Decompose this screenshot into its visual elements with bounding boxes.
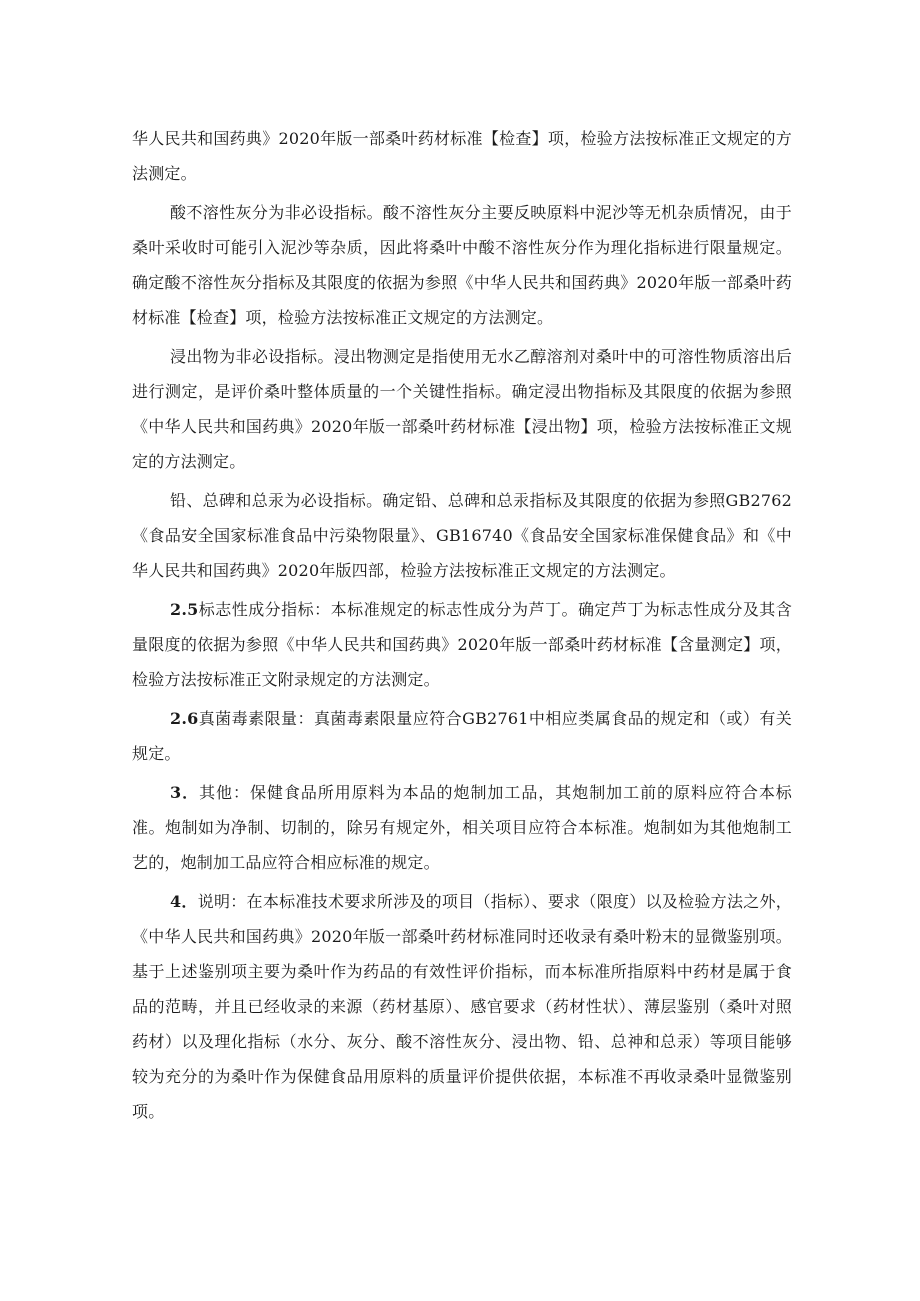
section-4-notes <box>132 884 792 1129</box>
paragraph-text: 酸不溶性灰分为非必设指标。酸不溶性灰分主要反映原料中泥沙等无机杂质情况，由于桑叶采收时可能引入泥沙等杂质，因此将桑叶中酸不溶性灰分作为理化指标进行限量规定。确定酸不溶性灰分指标及其限度的依据为参照《中华人民共和国药典》2020年版一部桑叶药材标准【检查】项，检验方法按标准正文规定的方法测定。 <box>132 203 792 327</box>
section-number: 3． <box>170 783 200 802</box>
paragraph-acid-insoluble-ash <box>132 195 792 335</box>
paragraph-text: 铅、总碑和总汞为必设指标。确定铅、总碑和总汞指标及其限度的依据为参照GB2762《食品安全国家标准食品中污染物限量》、GB16740《食品安全国家标准保健食品》和《中华人民共和国药典》2020年版四部，检验方法按标准正文规定的方法测定。 <box>132 491 792 580</box>
section-2-5-marker-components <box>132 592 792 697</box>
paragraph-text: 真菌毒素限量：真菌毒素限量应符合GB2761中相应类属食品的规定和（或）有关规定。 <box>132 709 792 763</box>
paragraph-heavy-metals <box>132 483 792 588</box>
paragraph-extractives <box>132 339 792 479</box>
paragraph-text: 说明：在本标准技术要求所涉及的项目（指标）、要求（限度）以及检验方法之外，《中华人民共和国药典》2020年版一部桑叶药材标准同时还收录有桑叶粉末的显微鉴别项。基于上述鉴别项主要为桑叶作为药品的有效性评价指标，而本标准所指原料中药材是属于食品的范畴，并且已经收录的来源（药材基原）、感官要求（药材性状）、薄层鉴别（桑叶对照药材）以及理化指标（水分、灰分、酸不溶性灰分、浸出物、铅、总神和总汞）等项目能够较为充分的为桑叶作为保健食品用原料的质量评价提供依据，本标准不再收录桑叶显微鉴别项。 <box>132 892 792 1121</box>
paragraph-text: 其他：保健食品所用原料为本品的炮制加工品，其炮制加工前的原料应符合本标准。炮制如为净制、切制的，除另有规定外，相关项目应符合本标准。炮制如为其他炮制工艺的，炮制加工品应符合相应标准的规定。 <box>132 783 792 872</box>
section-3-other <box>132 775 792 880</box>
paragraph-text: 浸出物为非必设指标。浸出物测定是指使用无水乙醇溶剂对桑叶中的可溶性物质溶出后进行测定，是评价桑叶整体质量的一个关键性指标。确定浸出物指标及其限度的依据为参照《中华人民共和国药典》2020年版一部桑叶药材标准【浸出物】项，检验方法按标准正文规定的方法测定。 <box>132 347 792 471</box>
section-number: 2.5 <box>170 600 199 619</box>
paragraph-text: 华人民共和国药典》2020年版一部桑叶药材标准【检查】项，检验方法按标准正文规定的方法测定。 <box>132 129 792 183</box>
section-number: 4． <box>170 892 198 911</box>
document-body <box>132 121 792 1133</box>
paragraph-continued-pharmacopoeia <box>132 121 792 191</box>
section-number: 2.6 <box>170 709 199 728</box>
paragraph-text: 标志性成分指标：本标准规定的标志性成分为芦丁。确定芦丁为标志性成分及其含量限度的依据为参照《中华人民共和国药典》2020年版一部桑叶药材标准【含量测定】项，检验方法按标准正文附录规定的方法测定。 <box>132 600 792 689</box>
section-2-6-mycotoxins <box>132 701 792 771</box>
